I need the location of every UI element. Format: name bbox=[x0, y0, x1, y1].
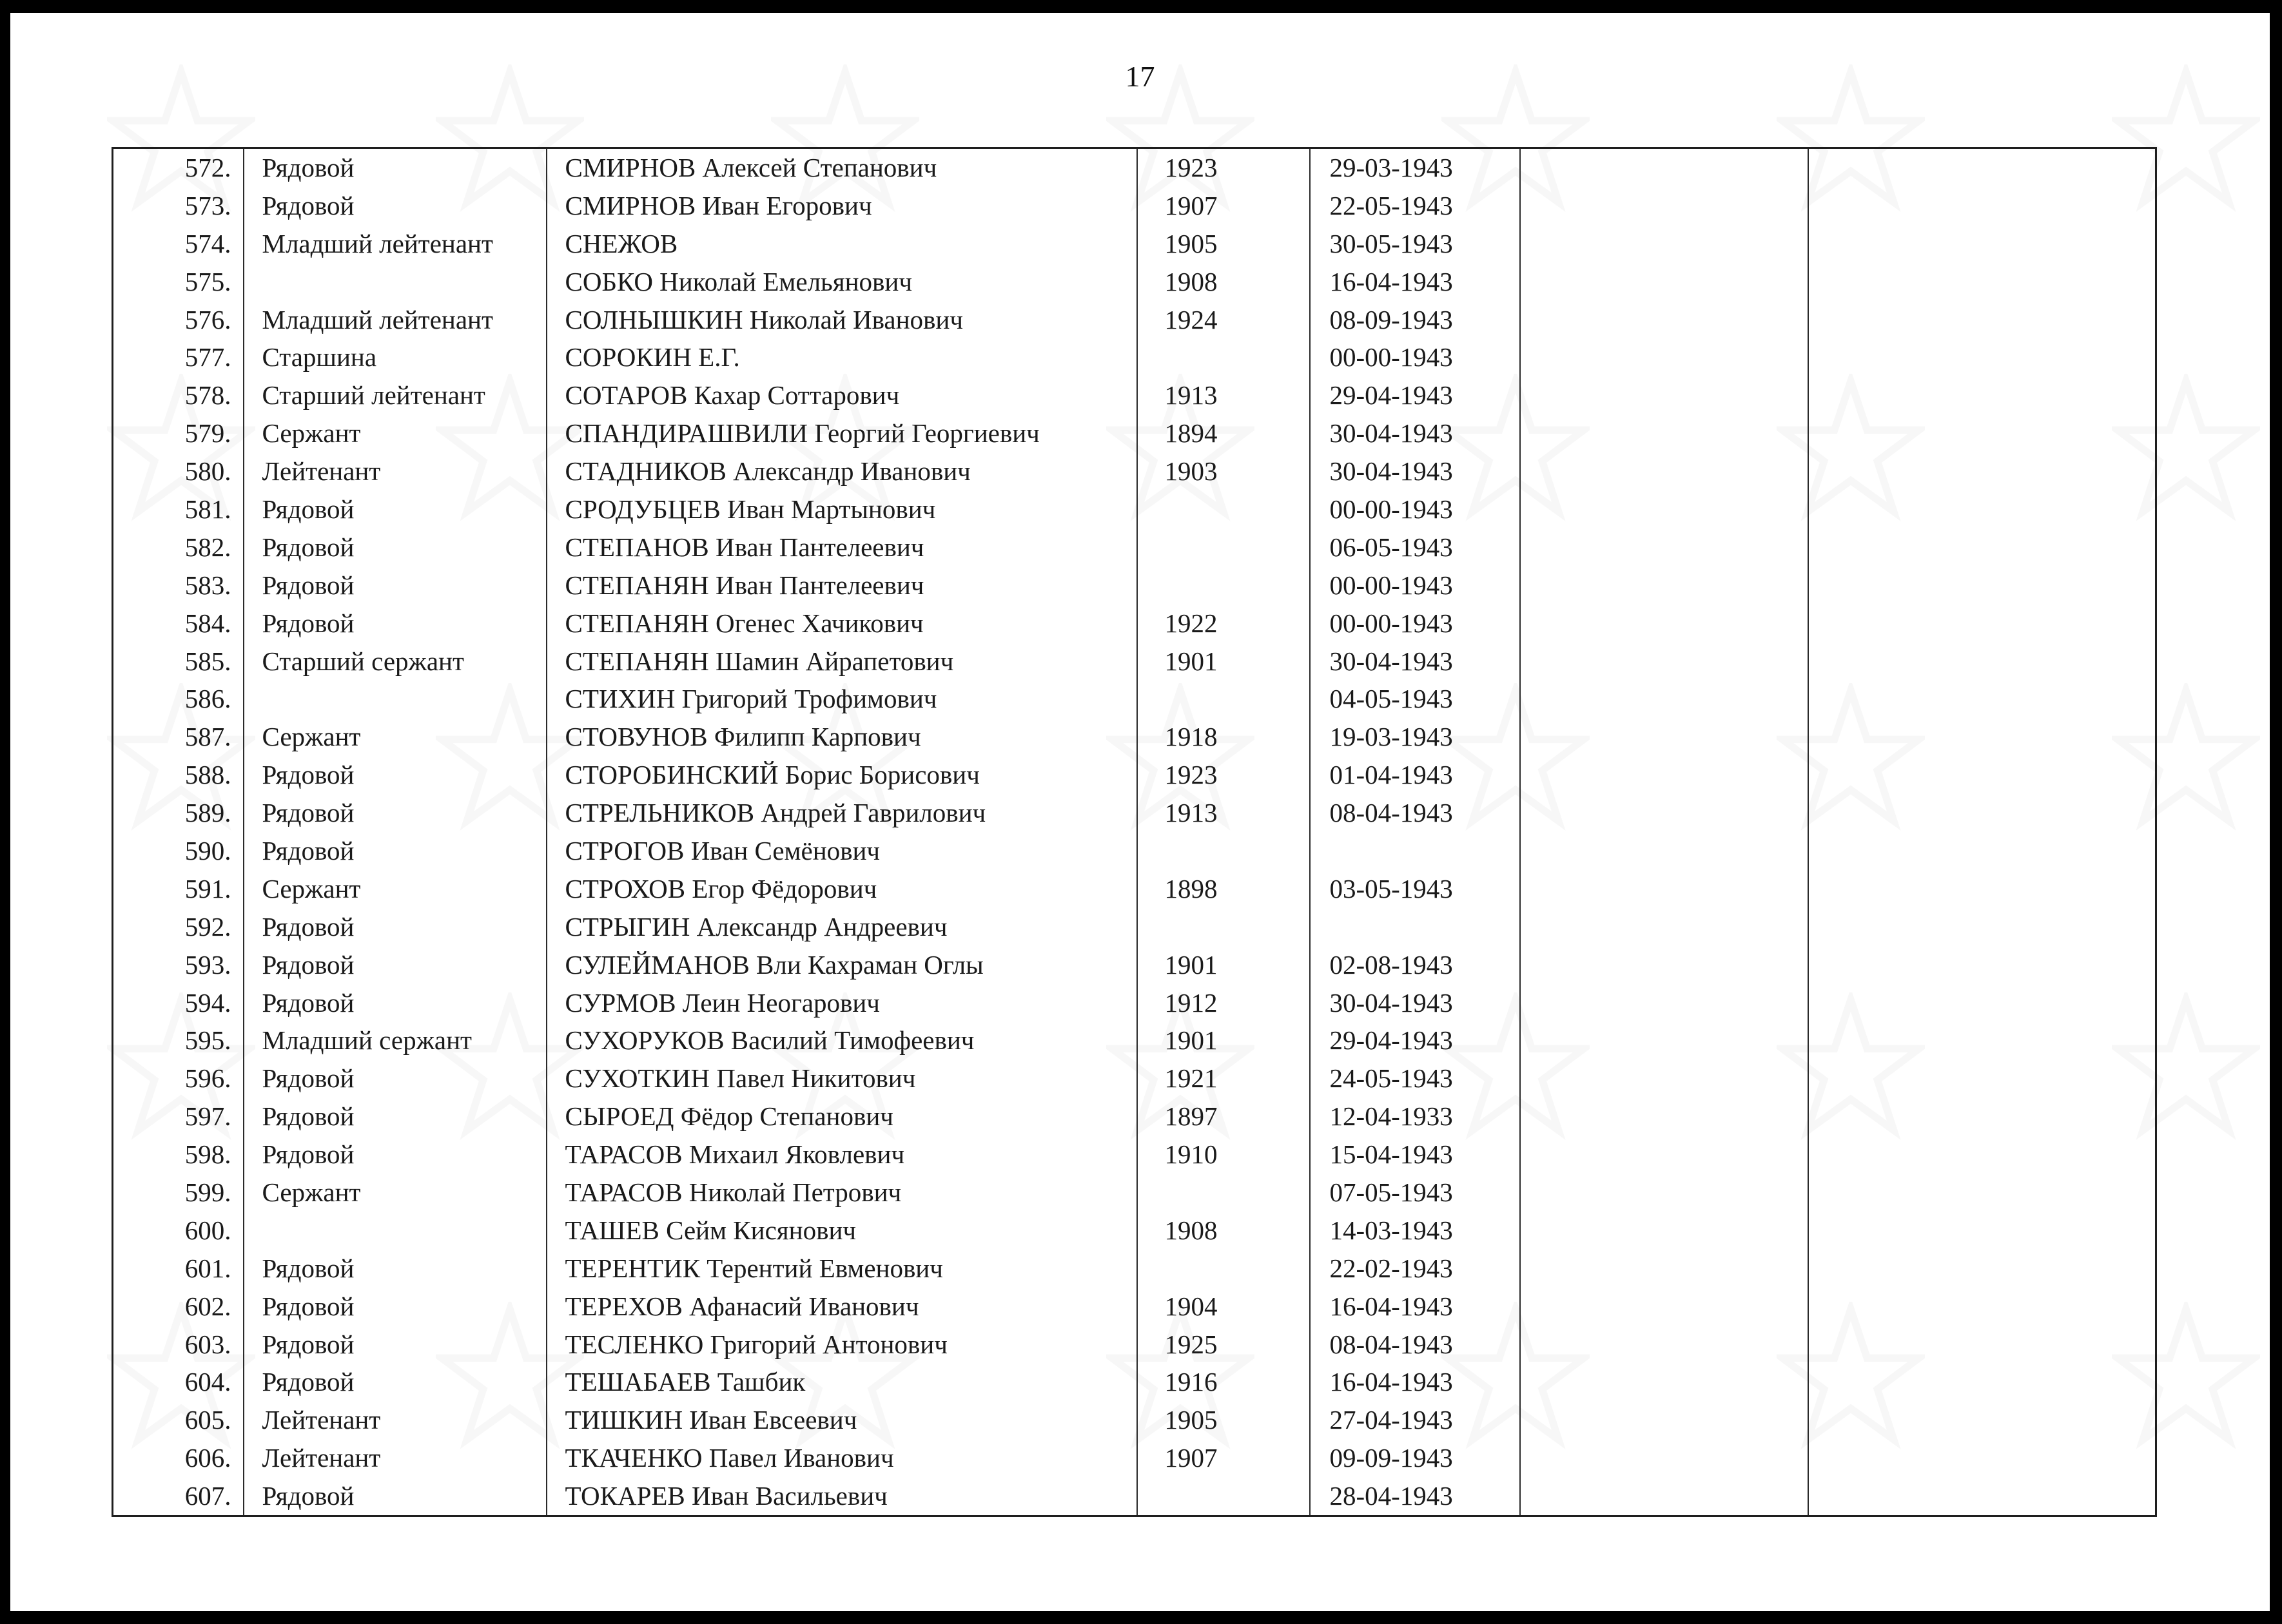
date-cell: 29-04-1943 bbox=[1310, 376, 1520, 414]
table-row bbox=[113, 566, 2156, 604]
extra-cell-2 bbox=[1808, 1439, 2156, 1477]
table-row bbox=[113, 1250, 2156, 1288]
row-number: 595. bbox=[113, 1021, 244, 1059]
rank-cell: Рядовой bbox=[244, 946, 547, 984]
register-body bbox=[113, 148, 2156, 1516]
table-row bbox=[113, 1174, 2156, 1212]
row-number: 591. bbox=[113, 870, 244, 908]
date-cell: 06-05-1943 bbox=[1310, 528, 1520, 566]
extra-cell-1 bbox=[1520, 1174, 1808, 1212]
date-cell: 14-03-1943 bbox=[1310, 1212, 1520, 1250]
date-cell: 02-08-1943 bbox=[1310, 946, 1520, 984]
row-number: 573. bbox=[113, 187, 244, 225]
date-cell: 00-00-1943 bbox=[1310, 566, 1520, 604]
row-number: 577. bbox=[113, 338, 244, 376]
extra-cell-1 bbox=[1520, 794, 1808, 832]
row-number: 593. bbox=[113, 946, 244, 984]
extra-cell-1 bbox=[1520, 1212, 1808, 1250]
birth-year-cell: 1901 bbox=[1137, 946, 1310, 984]
table-row bbox=[113, 338, 2156, 376]
row-number: 580. bbox=[113, 452, 244, 490]
extra-cell-1 bbox=[1520, 1364, 1808, 1402]
extra-cell-1 bbox=[1520, 1439, 1808, 1477]
extra-cell-1 bbox=[1520, 870, 1808, 908]
birth-year-cell: 1918 bbox=[1137, 718, 1310, 756]
rank-cell: Рядовой bbox=[244, 528, 547, 566]
rank-cell: Рядовой bbox=[244, 1288, 547, 1326]
extra-cell-1 bbox=[1520, 225, 1808, 263]
table-row bbox=[113, 1439, 2156, 1477]
extra-cell-1 bbox=[1520, 1288, 1808, 1326]
name-cell: СТЕПАНЯН Огенес Хачикович bbox=[547, 604, 1137, 643]
name-cell: СПАНДИРАШВИЛИ Георгий Георгиевич bbox=[547, 414, 1137, 452]
name-cell: ТАРАСОВ Николай Петрович bbox=[547, 1174, 1137, 1212]
rank-cell: Младший лейтенант bbox=[244, 225, 547, 263]
extra-cell-2 bbox=[1808, 832, 2156, 870]
date-cell: 08-04-1943 bbox=[1310, 1326, 1520, 1364]
rank-cell: Сержант bbox=[244, 718, 547, 756]
name-cell: ТЕРЕНТИК Терентий Евменович bbox=[547, 1250, 1137, 1288]
extra-cell-2 bbox=[1808, 301, 2156, 339]
extra-cell-1 bbox=[1520, 984, 1808, 1022]
name-cell: СОТАРОВ Кахар Соттарович bbox=[547, 376, 1137, 414]
table-row bbox=[113, 870, 2156, 908]
table-row bbox=[113, 832, 2156, 870]
rank-cell: Рядовой bbox=[244, 566, 547, 604]
date-cell: 00-00-1943 bbox=[1310, 490, 1520, 528]
name-cell: СЫРОЕД Фёдор Степанович bbox=[547, 1097, 1137, 1136]
name-cell: ТАШЕВ Сейм Кисянович bbox=[547, 1212, 1137, 1250]
birth-year-cell: 1922 bbox=[1137, 604, 1310, 643]
row-number: 607. bbox=[113, 1477, 244, 1516]
extra-cell-2 bbox=[1808, 452, 2156, 490]
date-cell: 16-04-1943 bbox=[1310, 1288, 1520, 1326]
birth-year-cell: 1901 bbox=[1137, 643, 1310, 681]
row-number: 583. bbox=[113, 566, 244, 604]
name-cell: СТОВУНОВ Филипп Карпович bbox=[547, 718, 1137, 756]
extra-cell-2 bbox=[1808, 1021, 2156, 1059]
extra-cell-1 bbox=[1520, 376, 1808, 414]
extra-cell-1 bbox=[1520, 1401, 1808, 1439]
birth-year-cell: 1910 bbox=[1137, 1136, 1310, 1174]
birth-year-cell bbox=[1137, 680, 1310, 718]
name-cell: СУЛЕЙМАНОВ Вли Кахраман Оглы bbox=[547, 946, 1137, 984]
name-cell: СНЕЖОВ bbox=[547, 225, 1137, 263]
rank-cell: Старшина bbox=[244, 338, 547, 376]
extra-cell-1 bbox=[1520, 263, 1808, 301]
table-row bbox=[113, 984, 2156, 1022]
extra-cell-1 bbox=[1520, 338, 1808, 376]
extra-cell-2 bbox=[1808, 643, 2156, 681]
date-cell: 09-09-1943 bbox=[1310, 1439, 1520, 1477]
date-cell: 16-04-1943 bbox=[1310, 1364, 1520, 1402]
name-cell: СТОРОБИНСКИЙ Борис Борисович bbox=[547, 756, 1137, 794]
extra-cell-2 bbox=[1808, 528, 2156, 566]
rank-cell: Сержант bbox=[244, 414, 547, 452]
row-number: 590. bbox=[113, 832, 244, 870]
extra-cell-2 bbox=[1808, 263, 2156, 301]
table-row bbox=[113, 301, 2156, 339]
name-cell: СТЕПАНЯН Шамин Айрапетович bbox=[547, 643, 1137, 681]
date-cell: 30-04-1943 bbox=[1310, 452, 1520, 490]
extra-cell-1 bbox=[1520, 1250, 1808, 1288]
extra-cell-1 bbox=[1520, 566, 1808, 604]
name-cell: СУРМОВ Леин Неогарович bbox=[547, 984, 1137, 1022]
table-row bbox=[113, 1401, 2156, 1439]
birth-year-cell: 1905 bbox=[1137, 1401, 1310, 1439]
extra-cell-2 bbox=[1808, 984, 2156, 1022]
birth-year-cell: 1923 bbox=[1137, 148, 1310, 187]
table-row bbox=[113, 1364, 2156, 1402]
extra-cell-2 bbox=[1808, 1326, 2156, 1364]
row-number: 597. bbox=[113, 1097, 244, 1136]
row-number: 572. bbox=[113, 148, 244, 187]
extra-cell-2 bbox=[1808, 1059, 2156, 1097]
extra-cell-1 bbox=[1520, 301, 1808, 339]
rank-cell: Лейтенант bbox=[244, 452, 547, 490]
name-cell: СМИРНОВ Иван Егорович bbox=[547, 187, 1137, 225]
date-cell: 30-04-1943 bbox=[1310, 414, 1520, 452]
name-cell: СТРЫГИН Александр Андреевич bbox=[547, 908, 1137, 946]
row-number: 574. bbox=[113, 225, 244, 263]
row-number: 581. bbox=[113, 490, 244, 528]
date-cell: 12-04-1933 bbox=[1310, 1097, 1520, 1136]
birth-year-cell: 1894 bbox=[1137, 414, 1310, 452]
table-row bbox=[113, 1288, 2156, 1326]
table-row bbox=[113, 148, 2156, 187]
name-cell: СТЕПАНОВ Иван Пантелеевич bbox=[547, 528, 1137, 566]
rank-cell: Рядовой bbox=[244, 1477, 547, 1516]
table-row bbox=[113, 414, 2156, 452]
name-cell: СТРОХОВ Егор Фёдорович bbox=[547, 870, 1137, 908]
table-row bbox=[113, 528, 2156, 566]
date-cell: 28-04-1943 bbox=[1310, 1477, 1520, 1516]
casualty-register-table bbox=[112, 147, 2157, 1517]
table-row bbox=[113, 225, 2156, 263]
extra-cell-2 bbox=[1808, 794, 2156, 832]
row-number: 575. bbox=[113, 263, 244, 301]
table-row bbox=[113, 263, 2156, 301]
table-row bbox=[113, 1059, 2156, 1097]
extra-cell-1 bbox=[1520, 490, 1808, 528]
extra-cell-1 bbox=[1520, 1477, 1808, 1516]
row-number: 603. bbox=[113, 1326, 244, 1364]
name-cell: СОЛНЫШКИН Николай Иванович bbox=[547, 301, 1137, 339]
extra-cell-1 bbox=[1520, 718, 1808, 756]
rank-cell: Сержант bbox=[244, 1174, 547, 1212]
row-number: 586. bbox=[113, 680, 244, 718]
name-cell: СУХОРУКОВ Василий Тимофеевич bbox=[547, 1021, 1137, 1059]
extra-cell-1 bbox=[1520, 908, 1808, 946]
table-row bbox=[113, 680, 2156, 718]
date-cell: 01-04-1943 bbox=[1310, 756, 1520, 794]
name-cell: СМИРНОВ Алексей Степанович bbox=[547, 148, 1137, 187]
rank-cell bbox=[244, 680, 547, 718]
extra-cell-2 bbox=[1808, 1477, 2156, 1516]
birth-year-cell: 1904 bbox=[1137, 1288, 1310, 1326]
extra-cell-2 bbox=[1808, 1250, 2156, 1288]
extra-cell-2 bbox=[1808, 718, 2156, 756]
extra-cell-1 bbox=[1520, 1097, 1808, 1136]
extra-cell-2 bbox=[1808, 414, 2156, 452]
birth-year-cell: 1908 bbox=[1137, 1212, 1310, 1250]
name-cell: СТРЕЛЬНИКОВ Андрей Гаврилович bbox=[547, 794, 1137, 832]
birth-year-cell bbox=[1137, 1250, 1310, 1288]
rank-cell: Рядовой bbox=[244, 832, 547, 870]
name-cell: СОБКО Николай Емельянович bbox=[547, 263, 1137, 301]
rank-cell: Рядовой bbox=[244, 1250, 547, 1288]
birth-year-cell bbox=[1137, 490, 1310, 528]
rank-cell: Рядовой bbox=[244, 1364, 547, 1402]
extra-cell-1 bbox=[1520, 1136, 1808, 1174]
page-number: 17 bbox=[1125, 60, 1155, 93]
birth-year-cell: 1923 bbox=[1137, 756, 1310, 794]
rank-cell: Рядовой bbox=[244, 756, 547, 794]
birth-year-cell: 1908 bbox=[1137, 263, 1310, 301]
table-row bbox=[113, 1326, 2156, 1364]
name-cell: ТЕСЛЕНКО Григорий Антонович bbox=[547, 1326, 1137, 1364]
date-cell bbox=[1310, 908, 1520, 946]
table-row bbox=[113, 376, 2156, 414]
rank-cell bbox=[244, 1212, 547, 1250]
rank-cell: Рядовой bbox=[244, 908, 547, 946]
table-row bbox=[113, 604, 2156, 643]
table-row bbox=[113, 946, 2156, 984]
birth-year-cell: 1897 bbox=[1137, 1097, 1310, 1136]
rank-cell: Лейтенант bbox=[244, 1439, 547, 1477]
rank-cell: Рядовой bbox=[244, 604, 547, 643]
name-cell: ТКАЧЕНКО Павел Иванович bbox=[547, 1439, 1137, 1477]
rank-cell: Рядовой bbox=[244, 1326, 547, 1364]
name-cell: СУХОТКИН Павел Никитович bbox=[547, 1059, 1137, 1097]
birth-year-cell: 1913 bbox=[1137, 794, 1310, 832]
row-number: 605. bbox=[113, 1401, 244, 1439]
extra-cell-2 bbox=[1808, 1136, 2156, 1174]
birth-year-cell: 1907 bbox=[1137, 187, 1310, 225]
row-number: 592. bbox=[113, 908, 244, 946]
row-number: 604. bbox=[113, 1364, 244, 1402]
table-row bbox=[113, 643, 2156, 681]
table-row bbox=[113, 756, 2156, 794]
rank-cell: Младший сержант bbox=[244, 1021, 547, 1059]
extra-cell-2 bbox=[1808, 604, 2156, 643]
row-number: 606. bbox=[113, 1439, 244, 1477]
date-cell: 22-05-1943 bbox=[1310, 187, 1520, 225]
name-cell: СРОДУБЦЕВ Иван Мартынович bbox=[547, 490, 1137, 528]
table-row bbox=[113, 718, 2156, 756]
extra-cell-1 bbox=[1520, 414, 1808, 452]
row-number: 579. bbox=[113, 414, 244, 452]
row-number: 596. bbox=[113, 1059, 244, 1097]
birth-year-cell: 1925 bbox=[1137, 1326, 1310, 1364]
birth-year-cell: 1901 bbox=[1137, 1021, 1310, 1059]
date-cell: 15-04-1943 bbox=[1310, 1136, 1520, 1174]
row-number: 598. bbox=[113, 1136, 244, 1174]
row-number: 587. bbox=[113, 718, 244, 756]
name-cell: ТЕШАБАЕВ Ташбик bbox=[547, 1364, 1137, 1402]
date-cell bbox=[1310, 832, 1520, 870]
date-cell: 03-05-1943 bbox=[1310, 870, 1520, 908]
rank-cell: Рядовой bbox=[244, 1097, 547, 1136]
rank-cell: Рядовой bbox=[244, 187, 547, 225]
extra-cell-2 bbox=[1808, 338, 2156, 376]
rank-cell: Рядовой bbox=[244, 148, 547, 187]
date-cell: 30-04-1943 bbox=[1310, 984, 1520, 1022]
name-cell: СОРОКИН Е.Г. bbox=[547, 338, 1137, 376]
extra-cell-2 bbox=[1808, 680, 2156, 718]
row-number: 600. bbox=[113, 1212, 244, 1250]
extra-cell-1 bbox=[1520, 680, 1808, 718]
extra-cell-1 bbox=[1520, 756, 1808, 794]
row-number: 578. bbox=[113, 376, 244, 414]
date-cell: 16-04-1943 bbox=[1310, 263, 1520, 301]
birth-year-cell: 1905 bbox=[1137, 225, 1310, 263]
birth-year-cell: 1903 bbox=[1137, 452, 1310, 490]
extra-cell-2 bbox=[1808, 1097, 2156, 1136]
date-cell: 07-05-1943 bbox=[1310, 1174, 1520, 1212]
extra-cell-2 bbox=[1808, 376, 2156, 414]
date-cell: 29-04-1943 bbox=[1310, 1021, 1520, 1059]
birth-year-cell: 1898 bbox=[1137, 870, 1310, 908]
table-row bbox=[113, 1021, 2156, 1059]
date-cell: 27-04-1943 bbox=[1310, 1401, 1520, 1439]
document-page bbox=[10, 13, 2270, 1611]
extra-cell-1 bbox=[1520, 604, 1808, 643]
extra-cell-2 bbox=[1808, 870, 2156, 908]
name-cell: СТЕПАНЯН Иван Пантелеевич bbox=[547, 566, 1137, 604]
birth-year-cell: 1912 bbox=[1137, 984, 1310, 1022]
extra-cell-1 bbox=[1520, 1326, 1808, 1364]
birth-year-cell: 1916 bbox=[1137, 1364, 1310, 1402]
birth-year-cell bbox=[1137, 1477, 1310, 1516]
date-cell: 08-09-1943 bbox=[1310, 301, 1520, 339]
extra-cell-2 bbox=[1808, 1364, 2156, 1402]
date-cell: 04-05-1943 bbox=[1310, 680, 1520, 718]
table-row bbox=[113, 908, 2156, 946]
rank-cell: Старший лейтенант bbox=[244, 376, 547, 414]
row-number: 594. bbox=[113, 984, 244, 1022]
row-number: 584. bbox=[113, 604, 244, 643]
rank-cell: Младший лейтенант bbox=[244, 301, 547, 339]
extra-cell-1 bbox=[1520, 643, 1808, 681]
birth-year-cell: 1913 bbox=[1137, 376, 1310, 414]
extra-cell-2 bbox=[1808, 490, 2156, 528]
birth-year-cell bbox=[1137, 338, 1310, 376]
row-number: 585. bbox=[113, 643, 244, 681]
extra-cell-2 bbox=[1808, 1174, 2156, 1212]
birth-year-cell bbox=[1137, 566, 1310, 604]
row-number: 602. bbox=[113, 1288, 244, 1326]
date-cell: 22-02-1943 bbox=[1310, 1250, 1520, 1288]
table-row bbox=[113, 1136, 2156, 1174]
birth-year-cell bbox=[1137, 908, 1310, 946]
date-cell: 00-00-1943 bbox=[1310, 338, 1520, 376]
name-cell: СТРОГОВ Иван Семёнович bbox=[547, 832, 1137, 870]
extra-cell-1 bbox=[1520, 148, 1808, 187]
extra-cell-2 bbox=[1808, 1401, 2156, 1439]
extra-cell-2 bbox=[1808, 1288, 2156, 1326]
extra-cell-2 bbox=[1808, 946, 2156, 984]
date-cell: 00-00-1943 bbox=[1310, 604, 1520, 643]
extra-cell-2 bbox=[1808, 187, 2156, 225]
rank-cell: Рядовой bbox=[244, 794, 547, 832]
date-cell: 30-05-1943 bbox=[1310, 225, 1520, 263]
name-cell: ТОКАРЕВ Иван Васильевич bbox=[547, 1477, 1137, 1516]
name-cell: ТИШКИН Иван Евсеевич bbox=[547, 1401, 1137, 1439]
birth-year-cell bbox=[1137, 832, 1310, 870]
row-number: 599. bbox=[113, 1174, 244, 1212]
birth-year-cell: 1907 bbox=[1137, 1439, 1310, 1477]
extra-cell-2 bbox=[1808, 1212, 2156, 1250]
name-cell: ТЕРЕХОВ Афанасий Иванович bbox=[547, 1288, 1137, 1326]
row-number: 601. bbox=[113, 1250, 244, 1288]
extra-cell-2 bbox=[1808, 225, 2156, 263]
row-number: 576. bbox=[113, 301, 244, 339]
rank-cell: Лейтенант bbox=[244, 1401, 547, 1439]
table-row bbox=[113, 1477, 2156, 1516]
row-number: 582. bbox=[113, 528, 244, 566]
extra-cell-1 bbox=[1520, 946, 1808, 984]
name-cell: ТАРАСОВ Михаил Яковлевич bbox=[547, 1136, 1137, 1174]
rank-cell: Рядовой bbox=[244, 1059, 547, 1097]
table-row bbox=[113, 187, 2156, 225]
birth-year-cell: 1921 bbox=[1137, 1059, 1310, 1097]
extra-cell-2 bbox=[1808, 148, 2156, 187]
rank-cell: Сержант bbox=[244, 870, 547, 908]
rank-cell: Рядовой bbox=[244, 490, 547, 528]
extra-cell-2 bbox=[1808, 908, 2156, 946]
date-cell: 19-03-1943 bbox=[1310, 718, 1520, 756]
extra-cell-1 bbox=[1520, 1021, 1808, 1059]
extra-cell-1 bbox=[1520, 1059, 1808, 1097]
row-number: 588. bbox=[113, 756, 244, 794]
birth-year-cell: 1924 bbox=[1137, 301, 1310, 339]
date-cell: 24-05-1943 bbox=[1310, 1059, 1520, 1097]
extra-cell-2 bbox=[1808, 756, 2156, 794]
name-cell: СТАДНИКОВ Александр Иванович bbox=[547, 452, 1137, 490]
table-row bbox=[113, 490, 2156, 528]
rank-cell: Старший сержант bbox=[244, 643, 547, 681]
extra-cell-1 bbox=[1520, 832, 1808, 870]
rank-cell: Рядовой bbox=[244, 1136, 547, 1174]
extra-cell-1 bbox=[1520, 452, 1808, 490]
rank-cell: Рядовой bbox=[244, 984, 547, 1022]
extra-cell-2 bbox=[1808, 566, 2156, 604]
birth-year-cell bbox=[1137, 528, 1310, 566]
birth-year-cell bbox=[1137, 1174, 1310, 1212]
extra-cell-1 bbox=[1520, 187, 1808, 225]
name-cell: СТИХИН Григорий Трофимович bbox=[547, 680, 1137, 718]
table-row bbox=[113, 794, 2156, 832]
extra-cell-1 bbox=[1520, 528, 1808, 566]
table-row bbox=[113, 1212, 2156, 1250]
date-cell: 29-03-1943 bbox=[1310, 148, 1520, 187]
row-number: 589. bbox=[113, 794, 244, 832]
table-row bbox=[113, 1097, 2156, 1136]
table-row bbox=[113, 452, 2156, 490]
rank-cell bbox=[244, 263, 547, 301]
date-cell: 30-04-1943 bbox=[1310, 643, 1520, 681]
date-cell: 08-04-1943 bbox=[1310, 794, 1520, 832]
